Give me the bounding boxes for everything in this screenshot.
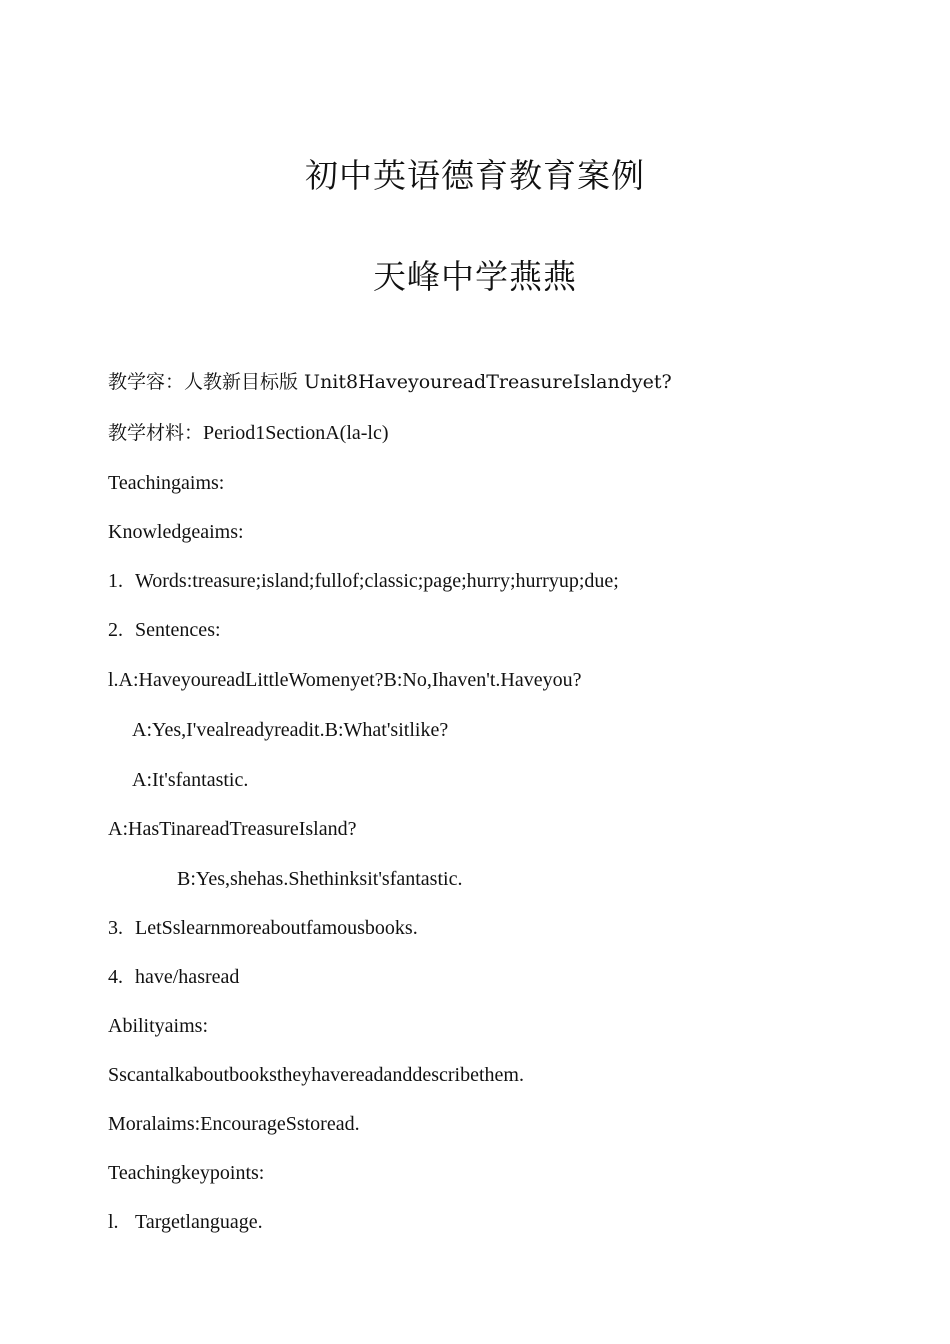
content-label: 教学容： — [108, 371, 185, 393]
dialog-line: A:HasTinareadTreasureIsland? — [108, 818, 357, 840]
list-number: 4. — [108, 966, 123, 988]
content-line — [108, 368, 672, 396]
dialog-line: B:Yes,shehas.Shethinksit'sfantastic. — [177, 868, 463, 890]
material-label: 教学材料： — [108, 422, 204, 444]
knowledge-aims-heading: Knowledgeaims: — [108, 521, 244, 543]
list-item-text: Targetlanguage. — [135, 1211, 263, 1233]
list-number: 2. — [108, 619, 123, 641]
list-item-target-language — [108, 1208, 263, 1236]
list-item-famous-books — [108, 914, 418, 942]
list-item-words — [108, 567, 619, 595]
list-item-text: Sentences: — [135, 619, 221, 641]
list-item-have-read — [108, 963, 239, 991]
dialog-line: l.A:HaveyoureadLittleWomenyet?B:No,Ihaven't.Haveyou? — [108, 669, 582, 691]
list-item-text: Words:treasure;island;fullof;classic;page;hurry;hurryup;due; — [135, 570, 619, 592]
ability-aims-text: Sscantalkaboutbookstheyhavereadanddescribethem. — [108, 1064, 524, 1086]
material-line — [108, 419, 389, 447]
content-value: 人教新目标版 Unit8HaveyoureadTreasureIslandyet? — [184, 371, 672, 393]
dialog-line: A:It'sfantastic. — [132, 769, 249, 791]
document-author: 天峰中学燕燕 — [373, 257, 577, 296]
document-title: 初中英语德育教育案例 — [305, 156, 645, 195]
list-item-text: have/hasread — [135, 966, 240, 988]
list-item-sentences — [108, 616, 221, 644]
material-value: Period1SectionA(la-lc) — [203, 422, 389, 444]
list-number: 1. — [108, 570, 123, 592]
list-number: l. — [108, 1211, 119, 1233]
ability-aims-heading: Abilityaims: — [108, 1015, 208, 1037]
key-points-heading: Teachingkeypoints: — [108, 1162, 265, 1184]
list-item-text: LetSslearnmoreaboutfamousbooks. — [135, 917, 418, 939]
dialog-line: A:Yes,I'vealreadyreadit.B:What'sitlike? — [132, 719, 449, 741]
teaching-aims-heading: Teachingaims: — [108, 472, 225, 494]
list-number: 3. — [108, 917, 123, 939]
moral-aims-line: Moralaims:EncourageSstoread. — [108, 1113, 360, 1135]
